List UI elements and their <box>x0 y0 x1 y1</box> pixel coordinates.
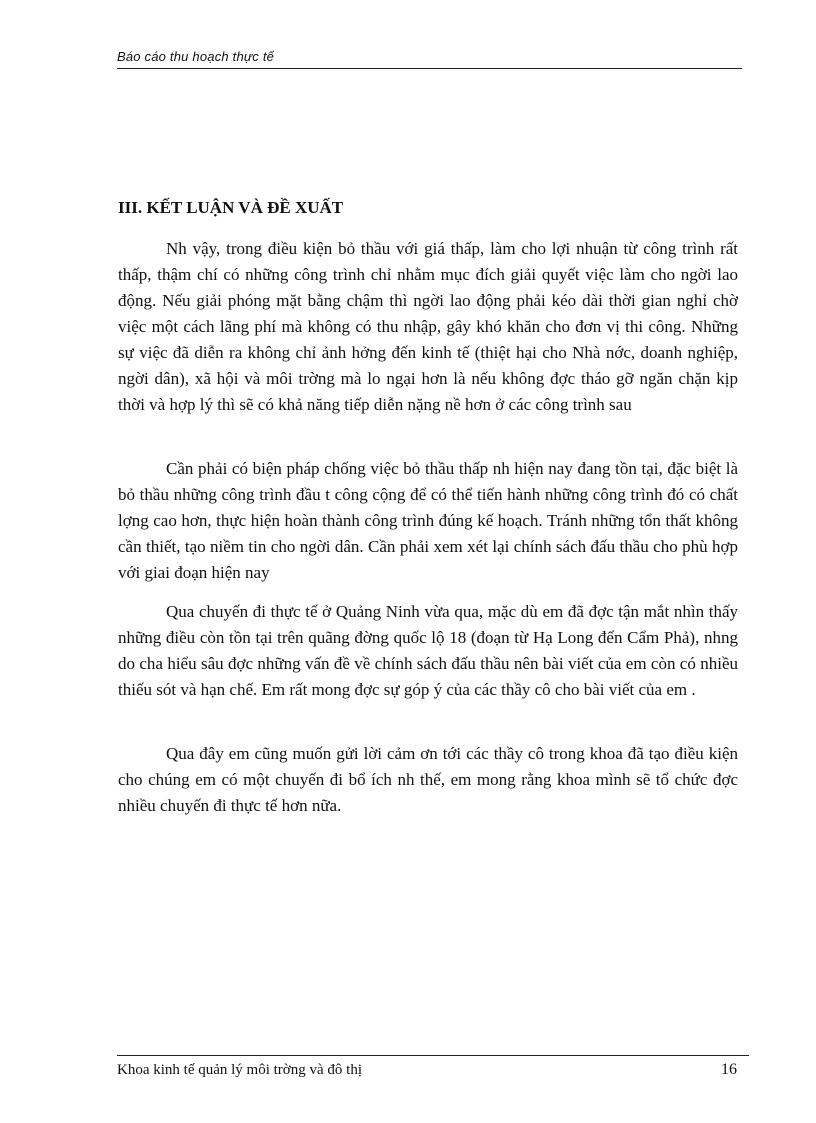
page-header <box>117 48 742 69</box>
footer-department: Khoa kinh tế quản lý môi trờng và đô thị <box>117 1062 362 1078</box>
header-title: Báo cáo thu hoạch thực tế <box>117 49 275 64</box>
page-number: 16 <box>721 1061 737 1078</box>
section-heading: III. KẾT LUẬN VÀ ĐỀ XUẤT <box>118 198 344 217</box>
paragraph-field-trip: Qua chuyến đi thực tế ở Quảng Ninh vừa qua, mặc dù em đã đợc tận mắt nhìn thấy những điều còn tồn tại trên quãng đờng quốc lộ 18 (đoạn từ Hạ Long đến Cẩm Phả), nhng do cha hiểu sâu đợc những vấn đề về chính sách đấu thầu nên bài viết của em còn có nhiều thiếu sót và hạn chế. Em rất mong đợc sự góp ý của các thầy cô cho bài viết của em . <box>118 602 738 699</box>
paragraph-conclusion: Nh vậy, trong điều kiện bỏ thầu với giá thấp, làm cho lợi nhuận từ công trình rất thấp, thậm chí có những công trình chỉ nhằm mục đích giải quyết việc làm cho ngời lao động. Nếu giải phóng mặt bằng chậm thì ngời lao động phải kéo dài thời gian nghỉ chờ việc một cách lãng phí mà không có thu nhập, gây khó khăn cho đơn vị thi công. Những sự việc đã diễn ra không chỉ ảnh hởng đến kinh tế (thiệt hại cho Nhà nớc, doanh nghiệp, ngời dân), xã hội và môi trờng mà lo ngại hơn là nếu không đợc tháo gỡ ngăn chặn kịp thời và hợp lý thì sẽ có khả năng tiếp diễn nặng nề hơn ở các công trình sau <box>118 239 738 414</box>
page-footer <box>117 1055 749 1078</box>
paragraph-thanks: Qua đây em cũng muốn gửi lời cảm ơn tới các thầy cô trong khoa đã tạo điều kiện cho chúng em có một chuyến đi bổ ích nh thế, em mong rằng khoa mình sẽ tổ chức đợc nhiều chuyến đi thực tế hơn nữa. <box>118 744 738 815</box>
paragraph-proposal: Cần phải có biện pháp chống việc bỏ thầu thấp nh hiện nay đang tồn tại, đặc biệt là bỏ thầu những công trình đầu t công cộng để có thể tiến hành những công trình đó có chất lợng cao hơn, thực hiện hoàn thành công trình đúng kế hoạch. Tránh những tổn thất không cần thiết, tạo niềm tin cho ngời dân. Cần phải xem xét lại chính sách đấu thầu cho phù hợp với giai đoạn hiện nay <box>118 459 738 582</box>
